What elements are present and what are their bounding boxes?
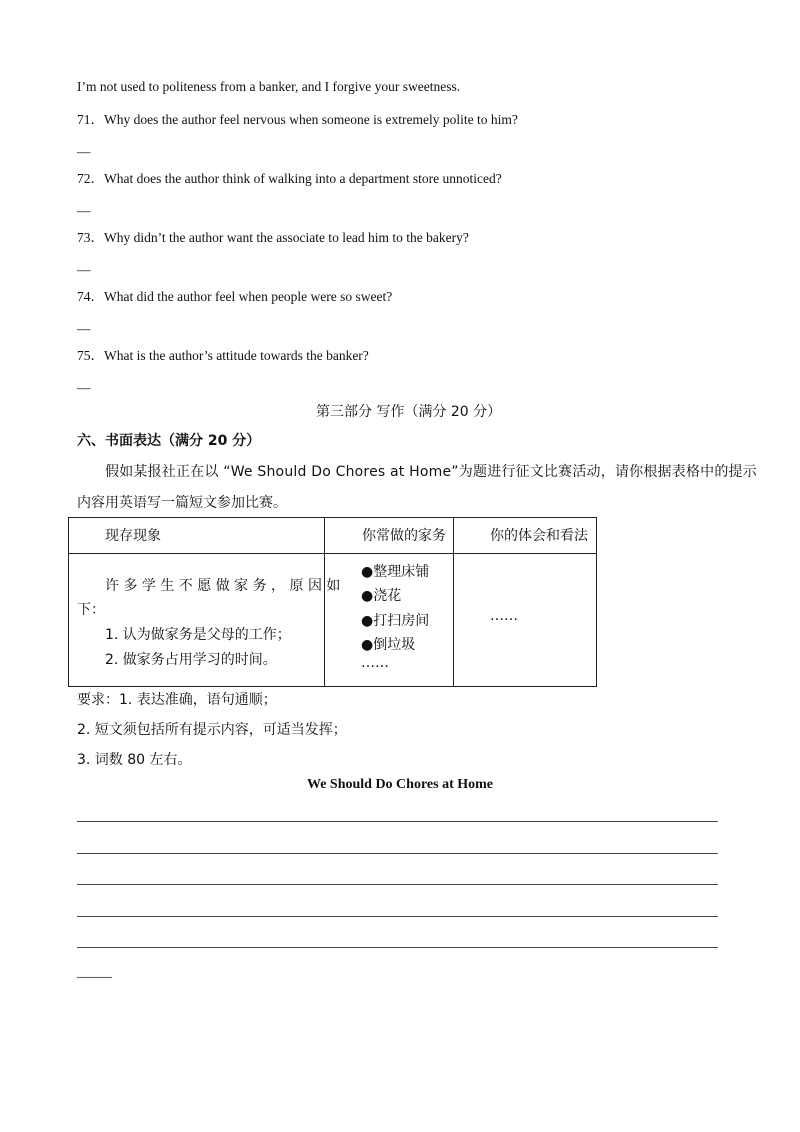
answer-blank[interactable]: — bbox=[77, 380, 91, 395]
intro-line: I’m not used to politeness from a banker, and I forgive your sweetness. bbox=[77, 79, 461, 94]
header-cell bbox=[325, 518, 454, 554]
essay-title: We Should Do Chores at Home bbox=[306, 777, 494, 792]
writing-line[interactable] bbox=[77, 853, 718, 854]
writing-line[interactable] bbox=[77, 821, 718, 822]
end-mark: _____ bbox=[77, 965, 112, 980]
question-text: 73．Why didn’t the author want the associate to lead him to the bakery? bbox=[77, 230, 469, 245]
requirement-1: 要求：1. 表达准确，语句通顺； bbox=[77, 692, 277, 708]
writing-line[interactable] bbox=[77, 884, 718, 885]
answer-blank[interactable]: — bbox=[77, 144, 91, 159]
answer-blank[interactable]: — bbox=[77, 203, 91, 218]
opinion-ellipsis: …… bbox=[490, 608, 518, 624]
chore-item: ●倒垃圾 bbox=[361, 637, 416, 653]
prompt-line-2: 内容用英语写一篇短文参加比赛。 bbox=[77, 495, 287, 511]
reason-item: 2. 做家务占用学习的时间。 bbox=[105, 652, 277, 668]
requirement-3: 3. 词数 80 左右。 bbox=[77, 752, 192, 768]
requirement-2: 2. 短文须包括所有提示内容，可适当发挥； bbox=[77, 722, 347, 738]
table-body-row bbox=[69, 554, 597, 687]
header-chores: 你常做的家务 bbox=[362, 528, 446, 544]
chore-ellipsis: …… bbox=[361, 655, 389, 671]
writing-line[interactable] bbox=[77, 947, 718, 948]
header-opinion: 你的体会和看法 bbox=[490, 528, 588, 544]
question-text: 75．What is the author’s attitude towards the banker? bbox=[77, 348, 369, 363]
opinion-cell bbox=[454, 554, 597, 687]
chores-cell bbox=[325, 554, 454, 687]
part-title: 第三部分 写作（满分 20 分） bbox=[316, 404, 502, 420]
phenomenon-line-1: 许 多 学 生 不 愿 做 家 务 ， 原 因 如 bbox=[105, 578, 341, 594]
question-text: 74．What did the author feel when people were so sweet? bbox=[77, 289, 393, 304]
answer-blank[interactable]: — bbox=[77, 262, 91, 277]
writing-line[interactable] bbox=[77, 916, 718, 917]
phenomenon-line-2: 下： bbox=[77, 602, 105, 618]
phenomenon-cell bbox=[69, 554, 341, 687]
question-text: 71．Why does the author feel nervous when someone is extremely polite to him? bbox=[77, 112, 518, 127]
hint-table bbox=[68, 517, 597, 687]
chore-item: ●整理床铺 bbox=[361, 564, 430, 580]
section-title: 六、书面表达（满分 20 分） bbox=[77, 433, 261, 449]
header-cell bbox=[69, 518, 325, 554]
chore-item: ●打扫房间 bbox=[361, 613, 430, 629]
header-cell bbox=[454, 518, 597, 554]
header-phenomenon: 现存现象 bbox=[105, 528, 161, 544]
reason-item: 1. 认为做家务是父母的工作； bbox=[105, 627, 291, 643]
chore-item: ●浇花 bbox=[361, 588, 402, 604]
table-header-row bbox=[69, 518, 597, 554]
question-text: 72．What does the author think of walking into a department store unnoticed? bbox=[77, 171, 502, 186]
prompt-line-1: 假如某报社正在以 “We Should Do Chores at Home”为题进行征文比赛活动，请你根据表格中的提示 bbox=[105, 464, 757, 480]
answer-blank[interactable]: — bbox=[77, 321, 91, 336]
